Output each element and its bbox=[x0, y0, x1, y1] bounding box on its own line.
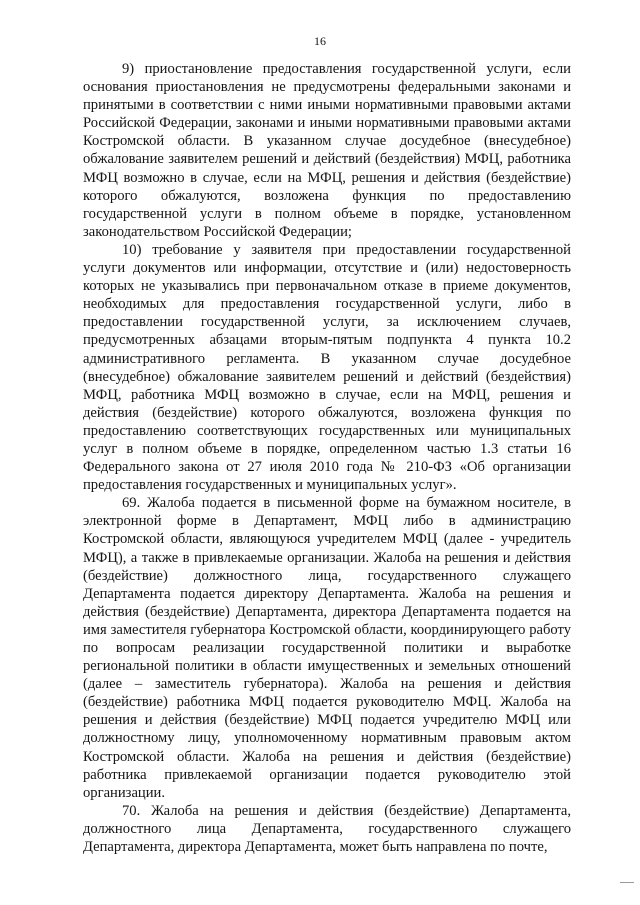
paragraph-item-9: 9) приостановление предоставления государственной услуги, если основания приостановления не предусмотрены федеральными законами и принятыми в соответствии с ними иными нормативными правовыми актами Российской Федерации, законами и иными нормативными правовыми актами Костромской области. В указанном случае досудебное (внесудебное) обжалование заявителем решений и действий (бездействия) МФЦ, работника МФЦ возможно в случае, если на МФЦ, решения и действия (бездействие) которого обжалуются, возложена функция по предоставлению государственной услуги в полном объеме в порядке, установленном законодательством Российской Федерации; bbox=[83, 61, 571, 240]
paragraph-section-70: 70. Жалоба на решения и действия (бездействие) Департамента, должностного лица Департамента, государственного служащего Департамента, директора Департамента, может быть направлена по почте, bbox=[83, 802, 571, 856]
page-number: 16 bbox=[314, 34, 326, 48]
document-body bbox=[83, 60, 571, 856]
scan-edge-mark bbox=[620, 882, 634, 883]
paragraph-section-69: 69. Жалоба подается в письменной форме на бумажном носителе, в электронной форме в Департамент, МФЦ либо в администрацию Костромской области, являющуюся учредителем МФЦ (далее - учредитель МФЦ), а также в привлекаемые организации. Жалоба на решения и действия (бездействие) должностного лица, государственного служащего Департамента подается директору Департамента. Жалоба на решения и действия (бездействие) Департамента, директора Департамента подается на имя заместителя губернатора Костромской области, координирующего работу по вопросам реализации государственной политики и выработке региональной политики в области имущественных и земельных отношений (далее – заместитель губернатора). Жалоба на решения и действия (бездействие) работника МФЦ подается руководителю МФЦ. Жалоба на решения и действия (бездействие) МФЦ подается учредителю МФЦ или должностному лицу, уполномоченному нормативным правовым актом Костромской области. Жалоба на решения и действия (бездействие) работника привлекаемой организации подается руководителю этой организации. bbox=[83, 495, 571, 801]
paragraph-item-10: 10) требование у заявителя при предоставлении государственной услуги документов или информации, отсутствие и (или) недостоверность которых не указывались при первоначальном отказе в приеме документов, необходимых для предоставления государственной услуги, либо в предоставлении государственной услуги, за исключением случаев, предусмотренных абзацами вторым-пятым подпункта 4 пункта 10.2 административного регламента. В указанном случае досудебное (внесудебное) обжалование заявителем решений и действий (бездействия) МФЦ, работника МФЦ возможно в случае, если на МФЦ, решения и действия (бездействие) которого обжалуются, возложена функция по предоставлению соответствующих государственных или муниципальных услуг в полном объеме в порядке, определенном частью 1.3 статьи 16 Федерального закона от 27 июля 2010 года № 210-ФЗ «Об организации предоставления государственных и муниципальных услуг». bbox=[83, 241, 571, 494]
